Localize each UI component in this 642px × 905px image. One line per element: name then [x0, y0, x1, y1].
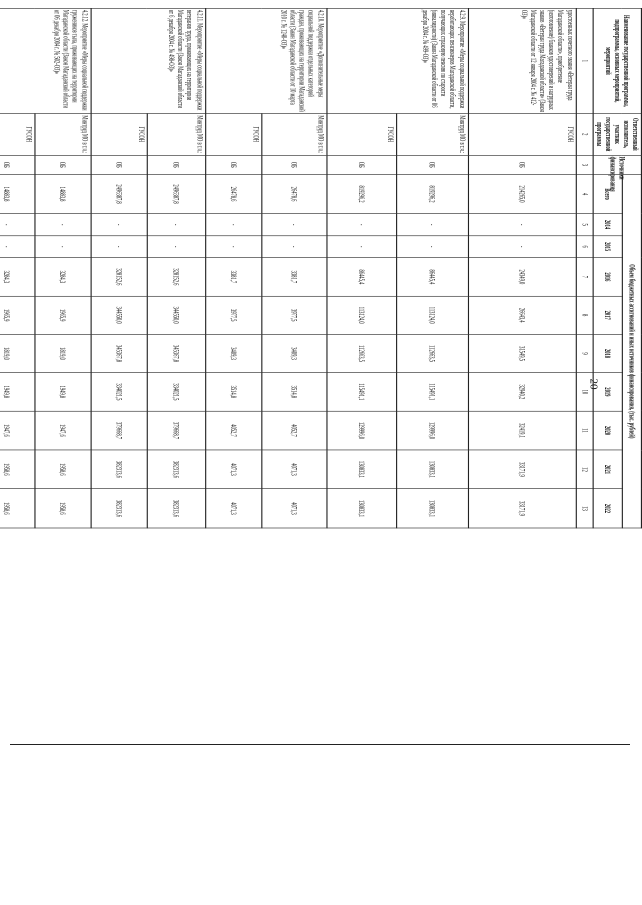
table-row	[147, 8, 205, 528]
header-row-group	[622, 8, 641, 528]
year-value-cell: -	[0, 214, 34, 236]
header-year: 2018	[593, 334, 623, 372]
executor-cell: ГУСОН	[205, 114, 261, 156]
measure-name-cell: удостоенных почетного звания «Ветеран труда Магаданской области», приобретение (изготовление) бланков удостоверений и нагрудных знаков «Ветеран труда Магаданской области» (Закон Магаданской области от 12 января 2004 г. № 412-ОЗ)»	[468, 8, 576, 113]
year-value-cell: -	[147, 236, 205, 258]
year-value-cell: 33171,9	[468, 489, 576, 528]
year-value-cell: 115491,1	[396, 373, 468, 411]
year-value-cell: 4071,3	[205, 450, 261, 489]
table-row	[261, 8, 326, 528]
header-year: 2019	[593, 373, 623, 411]
header-year: 2021	[593, 450, 623, 489]
year-value-cell: 33171,9	[468, 450, 576, 489]
year-value-cell: -	[0, 236, 34, 258]
year-value-cell: 26643,4	[468, 296, 576, 334]
total-cell: 214265,0	[468, 175, 576, 214]
measure-name-cell: 4.2.12. Мероприятие «Меры социальной поддержки тружеников тыла, проживающих на территории Магаданской области (Закон Магаданской области от 06 декабря 2004 г. № 502-ОЗ)»	[0, 8, 91, 113]
year-value-cell: 3514,8	[261, 373, 326, 411]
year-value-cell: 1958,6	[0, 489, 34, 528]
executor-cell: Минтруд МО в т.ч.:	[34, 114, 90, 156]
table-row	[34, 8, 90, 528]
year-value-cell: -	[205, 214, 261, 236]
year-value-cell: 130833,1	[326, 450, 396, 489]
source-cell: ОБ	[34, 155, 90, 174]
year-value-cell: -	[396, 214, 468, 236]
year-value-cell: -	[34, 214, 90, 236]
year-value-cell: -	[468, 236, 576, 258]
year-value-cell: 382313,6	[147, 489, 205, 528]
header-source: Источники финансирования	[593, 155, 642, 174]
header-year: 2022	[593, 489, 623, 528]
year-value-cell: 4071,3	[261, 489, 326, 528]
measure-name-cell: 4.2.10. Мероприятие «Дополнительные меры социальной поддержки отдельных категорий граждан, проживающих на территории Магаданской области (Закон Магаданской области от 10 марта 2010 г. № 1240-ОЗ)»	[205, 8, 326, 113]
column-number: 12	[576, 450, 593, 489]
year-value-cell: 1947,6	[0, 411, 34, 450]
year-value-cell: -	[91, 214, 147, 236]
table-body	[0, 8, 576, 528]
rotated-table-frame	[1, 8, 642, 528]
year-value-cell: 113124,0	[396, 296, 468, 334]
header-total: Всего	[593, 175, 623, 214]
total-cell: 26478,6	[205, 175, 261, 214]
year-value-cell: -	[326, 214, 396, 236]
source-cell: ОБ	[396, 155, 468, 174]
page-number: 20	[587, 378, 600, 390]
year-value-cell: 334021,5	[91, 373, 147, 411]
column-number: 9	[576, 334, 593, 372]
year-value-cell: 3284,3	[0, 258, 34, 296]
source-cell: ОБ	[147, 155, 205, 174]
source-cell: ОБ	[0, 155, 34, 174]
table-row	[396, 8, 468, 528]
year-value-cell: 328152,6	[147, 258, 205, 296]
year-value-cell: 112663,5	[326, 334, 396, 372]
executor-cell: ГУСОН	[91, 114, 147, 156]
year-value-cell: 129996,0	[396, 411, 468, 450]
executor-cell: ГУСОН	[468, 114, 576, 156]
header-executor: Ответственный исполнитель, участник государственной программы	[593, 114, 642, 156]
header-funding-group: Объем бюджетных ассигнований и иных источников финансирования, (тыс. рублей)	[622, 175, 641, 528]
header-name: Наименование государственной программы, подпрограммы, основных мероприятий, мероприятий	[593, 8, 642, 113]
total-cell: 2496387,8	[91, 175, 147, 214]
header-year: 2016	[593, 258, 623, 296]
year-value-cell: 3409,3	[205, 334, 261, 372]
source-cell: ОБ	[326, 155, 396, 174]
year-value-cell: 345367,8	[91, 334, 147, 372]
year-value-cell: 3381,7	[205, 258, 261, 296]
year-value-cell: 1958,6	[34, 489, 90, 528]
year-value-cell: 344550,0	[91, 296, 147, 334]
year-value-cell: 334021,5	[147, 373, 205, 411]
column-number: 13	[576, 489, 593, 528]
header-year: 2020	[593, 411, 623, 450]
year-value-cell: -	[261, 236, 326, 258]
year-value-cell: 113124,0	[326, 296, 396, 334]
column-number: 5	[576, 214, 593, 236]
executor-cell: Минтруд МО в т.ч.:	[261, 114, 326, 156]
column-number-row	[576, 8, 593, 528]
year-value-cell: 130833,1	[396, 450, 468, 489]
year-value-cell: 3977,5	[205, 296, 261, 334]
column-number: 11	[576, 411, 593, 450]
year-value-cell: 382313,6	[91, 450, 147, 489]
year-value-cell: 130833,1	[396, 489, 468, 528]
year-value-cell: 1819,0	[34, 334, 90, 372]
header-year: 2017	[593, 296, 623, 334]
year-value-cell: 344550,0	[147, 296, 205, 334]
total-cell: 819296,2	[326, 175, 396, 214]
year-value-cell: 382313,6	[147, 450, 205, 489]
source-cell: ОБ	[261, 155, 326, 174]
year-value-cell: 1947,6	[34, 411, 90, 450]
measure-name-cell: 4.2.11. Мероприятие «Меры социальной поддержки ветеранов труда, проживающих на территории Магаданской области (Закон Магаданской области от 6 декабря 2004 г. № 498-ОЗ)»	[91, 8, 206, 113]
year-value-cell: 1949,8	[34, 373, 90, 411]
source-cell: ОБ	[91, 155, 147, 174]
year-value-cell: 382313,6	[91, 489, 147, 528]
year-value-cell: 328152,6	[91, 258, 147, 296]
source-cell: ОБ	[468, 155, 576, 174]
year-value-cell: 24349,0	[468, 258, 576, 296]
column-number: 10	[576, 373, 593, 411]
column-number: 8	[576, 296, 593, 334]
executor-cell: ГУСОН	[0, 114, 34, 156]
total-cell: 14883,8	[34, 175, 90, 214]
year-value-cell: 4052,7	[261, 411, 326, 450]
year-value-cell: 4071,3	[261, 450, 326, 489]
year-value-cell: -	[147, 214, 205, 236]
funding-table	[0, 8, 642, 528]
year-value-cell: 345367,8	[147, 334, 205, 372]
table-container	[1, 8, 642, 528]
year-value-cell: 379668,7	[147, 411, 205, 450]
year-value-cell: 3284,3	[34, 258, 90, 296]
year-value-cell: 32940,2	[468, 373, 576, 411]
year-value-cell: 1965,9	[0, 296, 34, 334]
year-value-cell: 129996,0	[326, 411, 396, 450]
year-value-cell: 31549,5	[468, 334, 576, 372]
source-cell: ОБ	[205, 155, 261, 174]
year-value-cell: 130833,1	[326, 489, 396, 528]
year-value-cell: 4052,7	[205, 411, 261, 450]
year-value-cell: 379668,7	[91, 411, 147, 450]
column-number: 4	[576, 175, 593, 214]
total-cell: 26478,6	[261, 175, 326, 214]
year-value-cell: 1965,9	[34, 296, 90, 334]
year-value-cell: 112663,5	[396, 334, 468, 372]
horizontal-rule	[10, 744, 630, 745]
year-value-cell: -	[91, 236, 147, 258]
year-value-cell: 115491,1	[326, 373, 396, 411]
column-number: 1	[576, 8, 593, 113]
measure-name-cell: 4.2.9. Мероприятие «Меры социальной поддержки неработающих пенсионеров Магаданской области, получающих страховую пенсию по старости (инвалидности) (Закон Магаданской области от 06 декабря 2004 г. № 499-ОЗ)»	[326, 8, 468, 113]
year-value-cell: 3514,8	[205, 373, 261, 411]
year-value-cell: 3381,7	[261, 258, 326, 296]
year-value-cell: -	[261, 214, 326, 236]
executor-cell: Минтруд МО в т.ч.:	[147, 114, 205, 156]
year-value-cell: 32419,1	[468, 411, 576, 450]
year-value-cell: -	[396, 236, 468, 258]
year-value-cell: 1958,6	[0, 450, 34, 489]
year-value-cell: -	[34, 236, 90, 258]
table-row	[468, 8, 576, 528]
executor-cell: ГУСОН	[326, 114, 396, 156]
year-value-cell: 3409,3	[261, 334, 326, 372]
year-value-cell: 4071,3	[205, 489, 261, 528]
column-number: 2	[576, 114, 593, 156]
year-value-cell: 86445,4	[326, 258, 396, 296]
year-value-cell: 1958,6	[34, 450, 90, 489]
header-year: 2014	[593, 214, 623, 236]
year-value-cell: -	[468, 214, 576, 236]
year-value-cell: 1949,8	[0, 373, 34, 411]
year-value-cell: -	[326, 236, 396, 258]
year-value-cell: 3977,5	[261, 296, 326, 334]
total-cell: 14883,8	[0, 175, 34, 214]
year-value-cell: 1819,0	[0, 334, 34, 372]
column-number: 7	[576, 258, 593, 296]
year-value-cell: 86445,4	[396, 258, 468, 296]
total-cell: 2496387,8	[147, 175, 205, 214]
executor-cell: Минтруд МО в т.ч.:	[396, 114, 468, 156]
column-number: 6	[576, 236, 593, 258]
year-value-cell: -	[205, 236, 261, 258]
column-number: 3	[576, 155, 593, 174]
total-cell: 819296,2	[396, 175, 468, 214]
header-year: 2015	[593, 236, 623, 258]
